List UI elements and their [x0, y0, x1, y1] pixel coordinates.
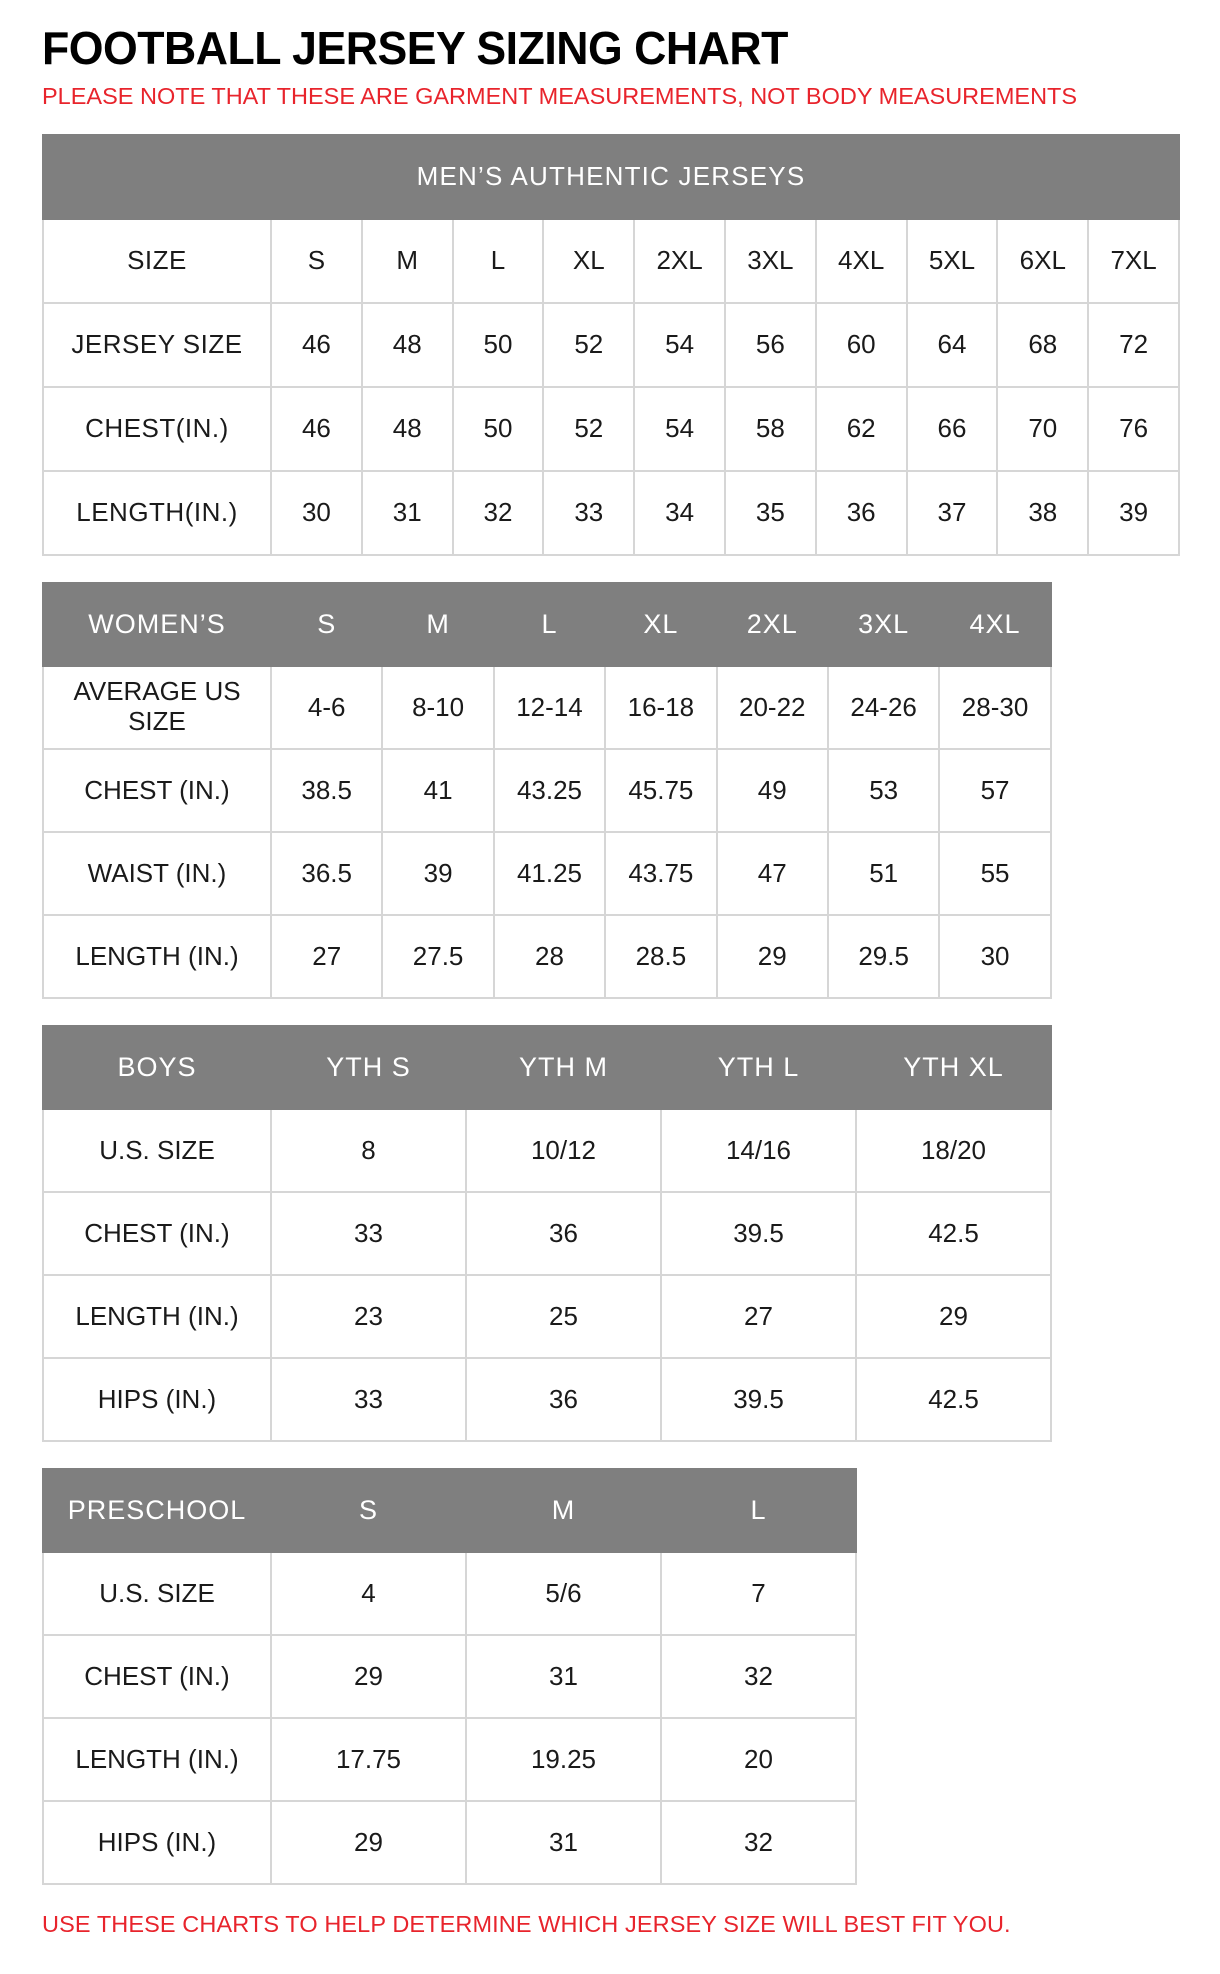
row-label-size: SIZE	[43, 219, 271, 303]
cell: 51	[828, 832, 939, 915]
cell: 70	[997, 387, 1088, 471]
footer-note: USE THESE CHARTS TO HELP DETERMINE WHICH JERSEY SIZE WILL BEST FIT YOU.	[42, 1910, 1011, 1937]
row-label-waist: WAIST (IN.)	[43, 832, 271, 915]
table-row	[43, 749, 1051, 832]
cell: YTH S	[271, 1026, 466, 1109]
cell: 29	[271, 1635, 466, 1718]
cell: 29.5	[828, 915, 939, 998]
cell: 42.5	[856, 1358, 1051, 1441]
cell: 53	[828, 749, 939, 832]
cell: 8-10	[382, 666, 493, 749]
cell: 19.25	[466, 1718, 661, 1801]
cell: 25	[466, 1275, 661, 1358]
cell: 7	[661, 1552, 856, 1635]
cell: 41.25	[494, 832, 605, 915]
boys-sizing-table	[42, 1025, 1052, 1442]
cell: 31	[466, 1635, 661, 1718]
cell: 58	[725, 387, 816, 471]
measurement-note: PLEASE NOTE THAT THESE ARE GARMENT MEASUREMENTS, NOT BODY MEASUREMENTS	[42, 83, 1078, 110]
cell: 35	[725, 471, 816, 555]
cell: 33	[271, 1358, 466, 1441]
cell: 5XL	[907, 219, 998, 303]
cell: XL	[543, 219, 634, 303]
cell: 57	[939, 749, 1050, 832]
boys-table-title: BOYS	[43, 1026, 271, 1109]
row-label-length: LENGTH (IN.)	[43, 915, 271, 998]
table-row	[43, 471, 1179, 555]
cell: 29	[271, 1801, 466, 1884]
cell: 6XL	[997, 219, 1088, 303]
cell: 68	[997, 303, 1088, 387]
cell: L	[494, 583, 605, 666]
mens-sizing-table	[42, 134, 1180, 556]
table-row	[43, 303, 1179, 387]
row-label-chest: CHEST (IN.)	[43, 1635, 271, 1718]
cell: 38.5	[271, 749, 382, 832]
table-row	[43, 1635, 856, 1718]
cell: 39	[1088, 471, 1179, 555]
row-label-chest: CHEST (IN.)	[43, 749, 271, 832]
cell: 2XL	[717, 583, 828, 666]
row-label-average-us-size: AVERAGE US SIZE	[43, 666, 271, 749]
cell: YTH M	[466, 1026, 661, 1109]
row-label-length: LENGTH (IN.)	[43, 1275, 271, 1358]
cell: 39.5	[661, 1192, 856, 1275]
table-row	[43, 1275, 1051, 1358]
cell: L	[453, 219, 544, 303]
cell: M	[382, 583, 493, 666]
cell: 36	[466, 1358, 661, 1441]
cell: 4XL	[939, 583, 1050, 666]
cell: 27	[271, 915, 382, 998]
cell: 41	[382, 749, 493, 832]
cell: 10/12	[466, 1109, 661, 1192]
cell: 2XL	[634, 219, 725, 303]
cell: 50	[453, 387, 544, 471]
cell: 33	[543, 471, 634, 555]
cell: 39.5	[661, 1358, 856, 1441]
cell: 3XL	[725, 219, 816, 303]
cell: 38	[997, 471, 1088, 555]
cell: 20-22	[717, 666, 828, 749]
table-row	[43, 666, 1051, 749]
cell: 48	[362, 387, 453, 471]
cell: 34	[634, 471, 725, 555]
row-label-us-size: U.S. SIZE	[43, 1552, 271, 1635]
cell: 37	[907, 471, 998, 555]
cell: 54	[634, 303, 725, 387]
cell: 24-26	[828, 666, 939, 749]
table-row	[43, 1358, 1051, 1441]
cell: 46	[271, 387, 362, 471]
table-row	[43, 1026, 1051, 1109]
cell: 56	[725, 303, 816, 387]
cell: 7XL	[1088, 219, 1179, 303]
table-row	[43, 1109, 1051, 1192]
row-label-length: LENGTH (IN.)	[43, 1718, 271, 1801]
cell: 55	[939, 832, 1050, 915]
cell: 18/20	[856, 1109, 1051, 1192]
cell: 16-18	[605, 666, 716, 749]
preschool-table-title: PRESCHOOL	[43, 1469, 271, 1552]
cell: YTH XL	[856, 1026, 1051, 1109]
cell: 27	[661, 1275, 856, 1358]
cell: 43.25	[494, 749, 605, 832]
cell: 36	[466, 1192, 661, 1275]
cell: 39	[382, 832, 493, 915]
row-label-hips: HIPS (IN.)	[43, 1358, 271, 1441]
cell: 27.5	[382, 915, 493, 998]
table-row	[43, 1552, 856, 1635]
cell: 29	[856, 1275, 1051, 1358]
cell: 47	[717, 832, 828, 915]
cell: 4XL	[816, 219, 907, 303]
cell: 32	[453, 471, 544, 555]
cell: 32	[661, 1635, 856, 1718]
cell: 48	[362, 303, 453, 387]
cell: 30	[271, 471, 362, 555]
cell: 72	[1088, 303, 1179, 387]
cell: YTH L	[661, 1026, 856, 1109]
cell: 31	[362, 471, 453, 555]
row-label-hips: HIPS (IN.)	[43, 1801, 271, 1884]
cell: 4	[271, 1552, 466, 1635]
table-row	[43, 832, 1051, 915]
table-row	[43, 219, 1179, 303]
preschool-sizing-table	[42, 1468, 857, 1885]
cell: 17.75	[271, 1718, 466, 1801]
womens-table-title: WOMEN’S	[43, 583, 271, 666]
page-title: FOOTBALL JERSEY SIZING CHART	[42, 22, 788, 74]
table-row	[43, 387, 1179, 471]
cell: 66	[907, 387, 998, 471]
cell: 28	[494, 915, 605, 998]
womens-sizing-table	[42, 582, 1052, 999]
cell: 62	[816, 387, 907, 471]
cell: XL	[605, 583, 716, 666]
cell: 12-14	[494, 666, 605, 749]
cell: 29	[717, 915, 828, 998]
row-label-jersey-size: JERSEY SIZE	[43, 303, 271, 387]
cell: 23	[271, 1275, 466, 1358]
cell: 20	[661, 1718, 856, 1801]
row-label-length: LENGTH(IN.)	[43, 471, 271, 555]
cell: 36	[816, 471, 907, 555]
cell: 14/16	[661, 1109, 856, 1192]
row-label-chest: CHEST (IN.)	[43, 1192, 271, 1275]
cell: 43.75	[605, 832, 716, 915]
mens-table-title: MEN’S AUTHENTIC JERSEYS	[43, 135, 1179, 219]
table-row	[43, 1469, 856, 1552]
cell: 49	[717, 749, 828, 832]
table-row	[43, 1801, 856, 1884]
cell: 45.75	[605, 749, 716, 832]
cell: 50	[453, 303, 544, 387]
cell: 46	[271, 303, 362, 387]
cell: 54	[634, 387, 725, 471]
cell: 36.5	[271, 832, 382, 915]
table-row	[43, 583, 1051, 666]
row-label-chest: CHEST(IN.)	[43, 387, 271, 471]
cell: L	[661, 1469, 856, 1552]
table-row	[43, 1718, 856, 1801]
cell: 42.5	[856, 1192, 1051, 1275]
cell: 60	[816, 303, 907, 387]
cell: S	[271, 219, 362, 303]
cell: S	[271, 1469, 466, 1552]
cell: 33	[271, 1192, 466, 1275]
cell: 30	[939, 915, 1050, 998]
cell: 4-6	[271, 666, 382, 749]
cell: 3XL	[828, 583, 939, 666]
cell: 52	[543, 387, 634, 471]
cell: M	[362, 219, 453, 303]
cell: 64	[907, 303, 998, 387]
cell: M	[466, 1469, 661, 1552]
cell: 76	[1088, 387, 1179, 471]
table-row	[43, 135, 1179, 219]
table-row	[43, 915, 1051, 998]
cell: 5/6	[466, 1552, 661, 1635]
cell: 31	[466, 1801, 661, 1884]
cell: 32	[661, 1801, 856, 1884]
cell: 8	[271, 1109, 466, 1192]
cell: 28-30	[939, 666, 1050, 749]
cell: 52	[543, 303, 634, 387]
cell: S	[271, 583, 382, 666]
table-row	[43, 1192, 1051, 1275]
row-label-us-size: U.S. SIZE	[43, 1109, 271, 1192]
cell: 28.5	[605, 915, 716, 998]
